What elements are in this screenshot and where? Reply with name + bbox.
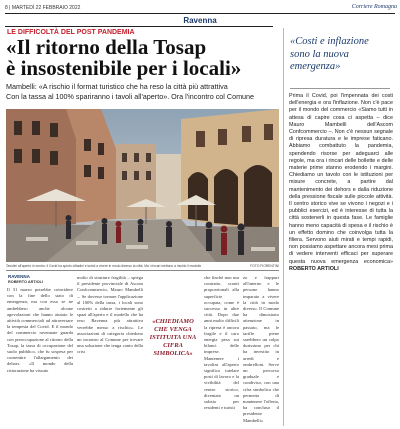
- headline-line-1: «Il ritorno della Tosap: [6, 35, 207, 59]
- article-subtitle: [6, 82, 281, 101]
- photo-credit: FOTO FIORENTINI: [250, 264, 279, 268]
- section-rule: [5, 26, 273, 27]
- dateline: [8, 274, 43, 285]
- page-number-date: 8 | MARTEDÌ 22 FEBBRAIO 2022: [5, 5, 81, 11]
- page-header: [5, 3, 397, 13]
- sidebar-body: Prima il Covid, poi l'impennata dei costi dell'energia e ora l'inflazione. Non c'è pace per il mondo del commercio «Siamo tutti in attesa di capire cosa ci aspetta – dice Mauro Mambelli dell'Ascom Confcommercio –. Non c'è nessun segnale di ripresa duratura e le imprese faticano. Abbiamo combattuto la pandemia, spendendo risorse per adeguarci alle regole, ma ora i rincari delle bollette e delle materie prime stanno erodendo i margini. Chiediamo un tavolo con le istituzioni per misure concrete, a partire dal mantenimento dei dehors e dalla riduzione della pressione fiscale sulle piccole attività. Il centro storico vive se vivono i negozi e i pubblici esercizi, ed è interesse di tutta la città sostenerli in questa fase. Le famiglie hanno meno capacità di spesa e il rischio è un effetto domino che coinvolga tutta la filiera. Servono aiuti mirati e tempi rapidi, non possiamo aspettare ancora mesi prima di vedere interventi efficaci per superare questa nuova emergenza economica»: [289, 93, 393, 265]
- masthead: Corriere Romagna: [351, 4, 397, 10]
- subtitle-line-1: Mambelli: «A rischio il format turistico che ha reso la città più attrattiva: [6, 82, 228, 91]
- sidebar-text: [289, 93, 393, 425]
- dateline-city: RAVENNA: [8, 274, 30, 279]
- sidebar-quote: «Costi e inflazione sono la nuova emergenza»: [290, 36, 369, 72]
- section-title: Ravenna: [183, 16, 217, 25]
- subtitle-line-2: Con la tassa al 100% spariranno i tavoli all'aperto». Ora l'incontro col Comune: [6, 91, 255, 101]
- caption-rule: [6, 270, 279, 271]
- caption-text: Tavolini all'aperto in centro: il Covid ha spinto cittadini e turisti a vivere in modo diverso la città. Ma i rincari mettono a rischio il modello: [6, 264, 202, 268]
- article-photo: [6, 109, 279, 262]
- body-column-1: Il 31 marzo potrebbe coincidere con la fine dello stato di emergenza, ma con esso se ne andrebbero anche alcune agevolazioni che hanno aiutato le attività commerciali ad attraversare la tempesta del Covid. E il mondo del commercio ravennate guarda con preoccupazione al ritorno della Tosap, la tassa di occupazione del suolo pubblico, che fu sospesa per consentire l'allargamento dei dehors. «Il mondo della ristorazione ha vissuto: [7, 287, 73, 373]
- headline-line-2: è insostenibile per i locali»: [6, 56, 242, 80]
- article-kicker: LE DIFFICOLTÀ DEL POST PANDEMIA: [7, 29, 135, 36]
- sidebar-signature: ROBERTO ARTIOLI: [289, 265, 339, 272]
- pull-quote: «CHIEDIAMO CHE VENGA ISTITUITA UNA CIFRA SIMBOLICA»: [149, 318, 197, 357]
- sidebar-rule: [290, 88, 390, 89]
- photo-caption: [6, 264, 279, 268]
- byline: ROBERTO ARTIOLI: [8, 279, 44, 284]
- body-column-4: zo e frappuri all'interno e le persone hanno imparato a vivere la città in modo diverso. Il Comune ha dimostrato attenzione in passato, ma le tariffe piene sarebbero un colpo durissimo per chi ha investito in arredi e ombrelloni. Serve un percorso graduale e condiviso, con una cifra simbolica che permetta di mantenere l'offerta, ha concluso il presidente Mambelli»: [243, 275, 279, 423]
- body-column-3-top: [147, 275, 200, 317]
- body-column-2: molto di strutture fragilità – spiega il presidente provinciale di Ascom Confcommercio, Mauro Mambelli –. Se dovesse tornare l'applicazione al 100% della tassa, i locali sono costretti a ridurre fortemente gli spazi all'aperto e il modello che ha reso Ravenna più attrattiva verrebbe messo a rischio». Le associazioni di categoria chiedono un incontro al Comune per trovare una soluzione che tenga conto della crisi: [77, 275, 143, 355]
- header-rule: [5, 13, 395, 14]
- article-headline: [6, 37, 276, 79]
- body-column-3: che finchè non usa contratto, sconti proporzionali alla superficie occupata, come è successo in altre città. Dopo due anni molto difficili la ripresa è ancora fragile e il caro energia pesa sui bilanci delle imprese. Mantenere i tavolini all'aperto significa tutelare posti di lavoro e la vivibilità del centro storico, diventato un salotto per residenti e turisti: [204, 275, 239, 411]
